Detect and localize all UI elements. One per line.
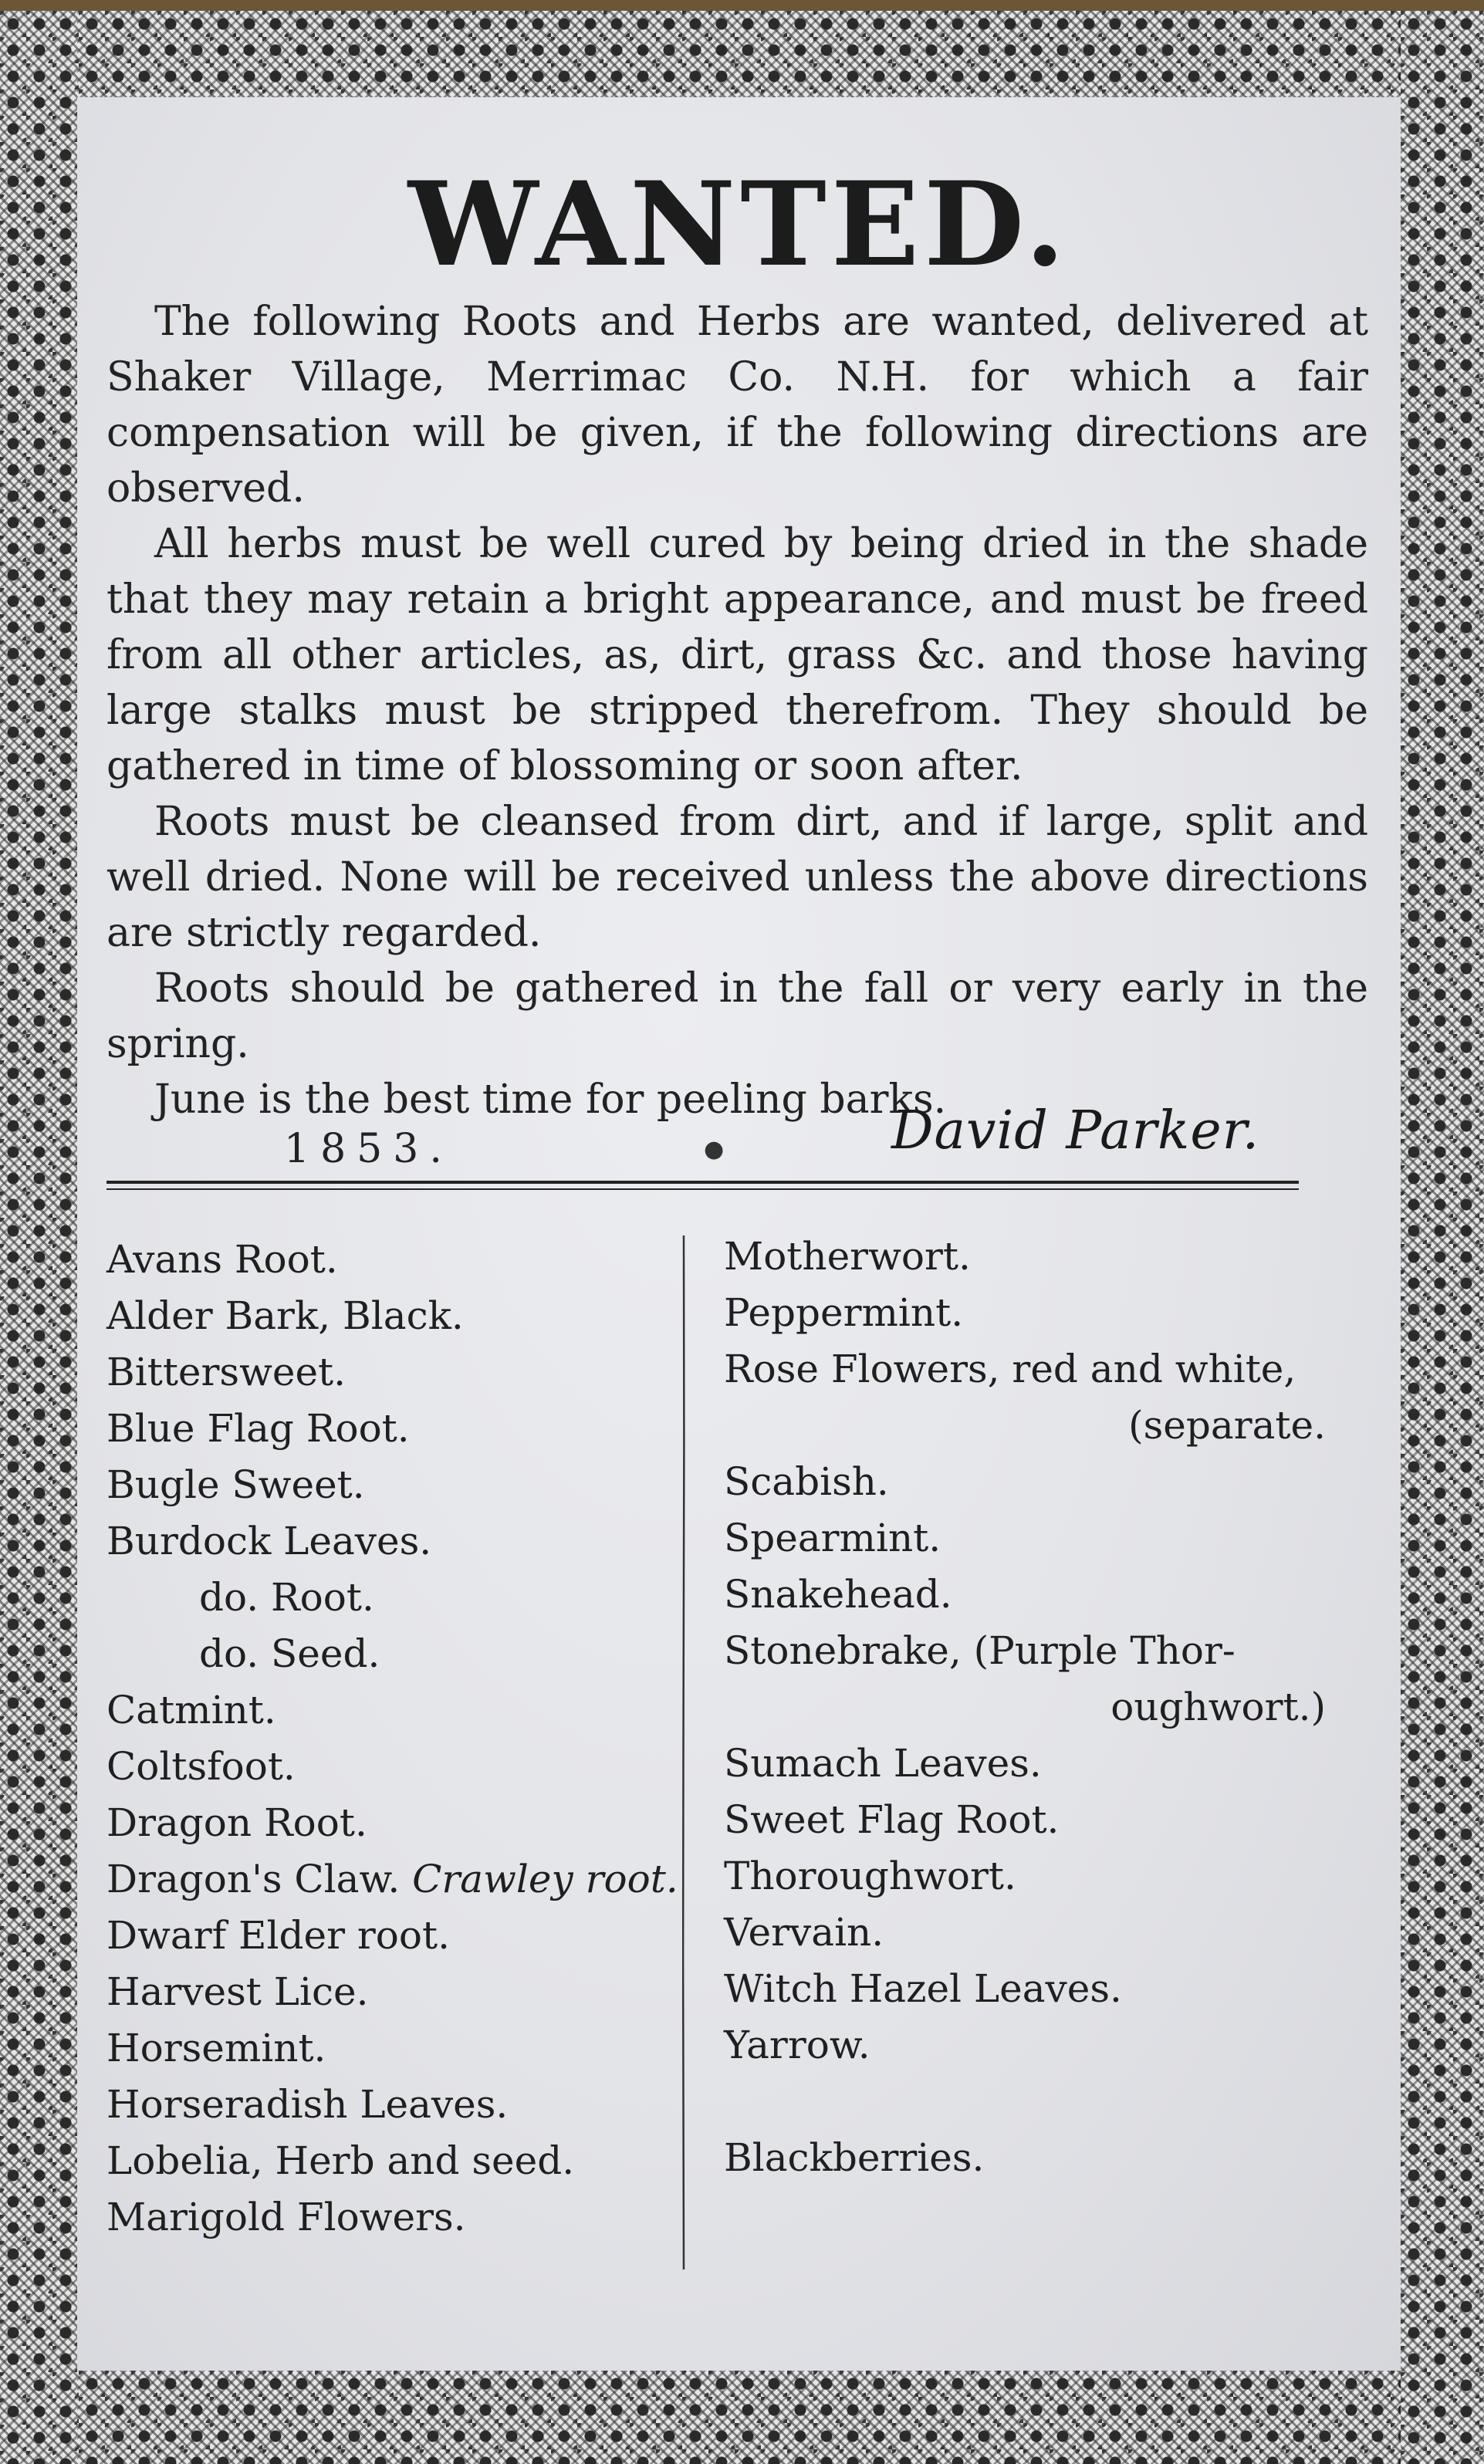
paragraph: June is the best time for peeling barks.: [154, 1077, 947, 1123]
paragraph: The following Roots and Herbs are wanted, delivered at Shaker Village, Merrimac Co. N.H. for which a fair compensation will be given, if the following directions are observed.: [106, 299, 1368, 512]
ornament-dot: ●: [704, 1136, 725, 1163]
list-item: Spearmint.: [724, 1516, 941, 1560]
list-item-continued: (separate.: [1128, 1403, 1326, 1448]
list-item: do. Root.: [199, 1575, 374, 1620]
list-item-alias: Crawley root.: [412, 1857, 678, 1901]
list-item: Vervain.: [724, 1910, 884, 1955]
list-item: Bittersweet.: [106, 1350, 346, 1394]
paper-area: [77, 97, 1401, 2371]
list-item: Horseradish Leaves.: [106, 2082, 509, 2127]
herb-list-left: [106, 1232, 755, 2246]
list-item: Stonebrake, (Purple Thor-: [724, 1628, 1236, 1673]
signature: David Parker.: [891, 1100, 1260, 1161]
divider-rule: [106, 1181, 1299, 1184]
list-item-name: Dragon's Claw.: [106, 1857, 401, 1901]
list-item: Yarrow.: [724, 2023, 870, 2067]
list-item: Coltsfoot.: [106, 1744, 296, 1789]
year: 1853.: [284, 1126, 453, 1172]
divider-rule: [106, 1188, 1299, 1190]
list-item: Catmint.: [106, 1688, 276, 1732]
list-item: Peppermint.: [724, 1290, 964, 1335]
broadside-sheet: [0, 11, 1484, 2464]
paragraph: Roots must be cleansed from dirt, and if large, split and well dried. None will be received unless the above directions are strictly regarded.: [106, 799, 1368, 956]
herb-list-right: [724, 1229, 1326, 2186]
list-item: Avans Root.: [106, 1237, 338, 1282]
list-item: Sweet Flag Root.: [724, 1797, 1060, 1842]
column-divider: [682, 1235, 685, 2270]
list-item: Bugle Sweet.: [106, 1462, 365, 1507]
paragraph: All herbs must be well cured by being dried in the shade that they may retain a bright appearance, and must be freed from all other articles, as, dirt, grass &c. and those having large stalks must be stripped therefrom. They should be gathered in time of blossoming or soon after.: [106, 521, 1368, 789]
list-item: Horsemint.: [106, 2026, 326, 2070]
list-item: Alder Bark, Black.: [106, 1293, 464, 1338]
list-item: Harvest Lice.: [106, 1969, 369, 2014]
list-item-continued: oughwort.): [1110, 1685, 1326, 1729]
ornamental-border-right: [1401, 11, 1484, 2464]
ornamental-border-top: [0, 11, 1484, 97]
list-item: Motherwort.: [724, 1234, 971, 1279]
list-item: do. Seed.: [199, 1631, 380, 1676]
list-item: [106, 1851, 755, 1908]
list-item: Dragon Root.: [106, 1800, 367, 1845]
list-item: Scabish.: [724, 1459, 889, 1504]
list-spacer: [724, 2074, 1326, 2130]
directions-text: [106, 294, 1368, 1127]
ornamental-border-bottom: [0, 2371, 1484, 2464]
list-item: Dwarf Elder root.: [106, 1913, 450, 1958]
list-item: Thoroughwort.: [724, 1854, 1016, 1898]
list-item: Burdock Leaves.: [106, 1519, 432, 1563]
list-item: Rose Flowers, red and white,: [724, 1347, 1296, 1391]
list-item: Blackberries.: [724, 2135, 985, 2180]
list-item: Snakehead.: [724, 1572, 952, 1617]
list-item: Lobelia, Herb and seed.: [106, 2138, 575, 2183]
list-item: Marigold Flowers.: [106, 2195, 466, 2239]
list-item: Blue Flag Root.: [106, 1406, 410, 1451]
ornamental-border-left: [0, 11, 77, 2464]
list-item: Sumach Leaves.: [724, 1741, 1042, 1786]
paragraph: Roots should be gathered in the fall or very early in the spring.: [106, 965, 1368, 1067]
page-title: WANTED.: [407, 157, 1070, 292]
list-item: Witch Hazel Leaves.: [724, 1966, 1122, 2011]
